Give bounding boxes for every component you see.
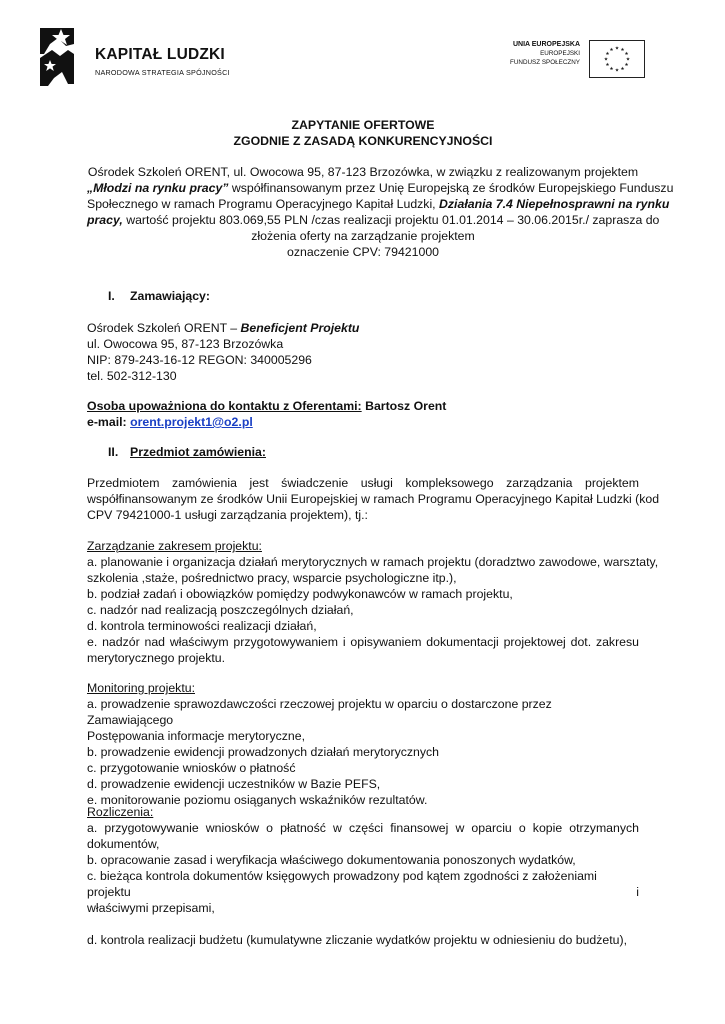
eu-flag-icon — [589, 40, 645, 78]
settlements-item-c2: właściwymi przepisami, — [87, 901, 215, 915]
p1-line2: współfinansowanym ze środków Unii Europejskiej w ramach Programu Operacyjnego Kapitał Ludzki (kod — [87, 492, 660, 506]
scope-item-a1: a. planowanie i organizacja działań merytorycznych w ramach projektu (doradztwo zawodowe, warsztaty, — [87, 555, 659, 569]
section2-paragraph — [87, 475, 660, 523]
logo-subtitle: NARODOWA STRATEGIA SPÓJNOŚCI — [95, 68, 230, 77]
settlements-item-c1: c. bieżąca kontrola dokumentów księgowych prowadzony pod kątem zgodności z założeniami projektu i — [87, 869, 639, 899]
eu-logo — [500, 40, 660, 80]
eu-star — [621, 67, 625, 70]
contact-block — [87, 398, 639, 430]
orderer-address: ul. Owocowa 95, 87-123 Brzozówka — [87, 337, 284, 351]
scope-item-b: b. podział zadań i obowiązków pomiędzy podwykonawców w ramach projektu, — [87, 587, 513, 601]
eu-star — [606, 63, 610, 66]
monitoring-item-c: c. przygotowanie wniosków o płatność — [87, 761, 296, 775]
monitoring-item-a1: a. prowadzenie sprawozdawczości rzeczowej projektu w oparciu o dostarczone przez Zamawiającego — [87, 697, 552, 727]
settlements-item-a2: dokumentów, — [87, 837, 160, 851]
scope-heading: Zarządzanie zakresem projektu: — [87, 539, 262, 553]
settlements-item-b: b. opracowanie zasad i weryfikacja właściwego dokumentowania ponoszonych wydatków, — [87, 853, 576, 867]
eu-star — [610, 67, 614, 70]
scope-list — [87, 538, 659, 666]
eu-line1: UNIA EUROPEJSKA — [512, 41, 580, 48]
eu-star — [625, 52, 629, 55]
intro-line5: złożenia oferty na zarządzanie projektem — [251, 229, 475, 243]
eu-line3: FUNDUSZ SPOŁECZNY — [510, 59, 580, 66]
star-figure-logo-icon — [38, 24, 78, 88]
email-link[interactable]: orent.projekt1@o2.pl — [130, 415, 253, 429]
title-line2: ZGODNIE Z ZASADĄ KONKURENCYJNOŚCI — [233, 134, 493, 148]
title-line1: ZAPYTANIE OFERTOWE — [291, 118, 435, 132]
intro-line1: Ośrodek Szkoleń ORENT, ul. Owocowa 95, 87-123 Brzozówka, w związku z realizowanym projektem — [87, 165, 639, 179]
eu-star — [625, 63, 629, 66]
eu-star — [615, 68, 619, 71]
eu-text — [510, 40, 580, 67]
monitoring-item-b: b. prowadzenie ewidencji prowadzonych działań merytorycznych — [87, 745, 440, 759]
intro-line4: pracy, wartość projektu 803.069,55 PLN /czas realizacji projektu 01.01.2014 – 30.06.2015r./ zaprasza do — [87, 213, 660, 227]
eu-star — [604, 57, 608, 60]
monitoring-item-e: e. monitorowanie poziomu osiąganych wskaźników rezultatów. — [87, 793, 428, 807]
blank-line — [87, 916, 639, 932]
scope-item-c: c. nadzór nad realizacją poszczególnych działań, — [87, 603, 354, 617]
orderer-nip: NIP: 879-243-16-12 REGON: 340005296 — [87, 353, 312, 367]
scope-item-a2: szkolenia ,staże, pośrednictwo pracy, wsparcie psychologiczne itp.), — [87, 571, 457, 585]
settlements-heading: Rozliczenia: — [87, 805, 154, 819]
eu-star — [615, 46, 619, 49]
document-title — [87, 117, 639, 149]
settlements-item-a1: a. przygotowywanie wniosków o płatność w części finansowej w oparciu o kopie otrzymanych — [87, 821, 639, 835]
contact-line: Osoba upoważniona do kontaktu z Oferentami: Bartosz Orent — [87, 399, 447, 413]
project-name: „Młodzi na rynku pracy” — [87, 181, 229, 195]
orderer-name: Ośrodek Szkoleń ORENT – Beneficjent Projektu — [87, 321, 360, 335]
p1-line1: Przedmiotem zamówienia jest świadczenie usługi kompleksowego zarządzania projektem — [87, 476, 639, 490]
action-name: Działania 7.4 Niepełnosprawni na rynku — [439, 197, 670, 211]
eu-star — [626, 57, 630, 60]
section1-number: I. — [108, 289, 115, 303]
eu-star — [610, 48, 614, 51]
settlements-item-d: d. kontrola realizacji budżetu (kumulatywne zliczanie wydatków projektu w odniesieniu do budżetu), — [87, 933, 627, 947]
intro-line2: „Młodzi na rynku pracy” współfinansowanym przez Unię Europejską ze środków Europejskiego Funduszu — [87, 181, 674, 195]
eu-star — [621, 48, 625, 51]
intro-line3: Społecznego w ramach Programu Operacyjnego Kapitał Ludzki, Działania 7.4 Niepełnosprawni na rynku — [87, 197, 670, 211]
eu-line2: EUROPEJSKI — [540, 50, 580, 57]
orderer-tel: tel. 502-312-130 — [87, 369, 177, 383]
email-line: e-mail: orent.projekt1@o2.pl — [87, 415, 253, 429]
kapital-ludzki-logo — [38, 24, 298, 88]
eu-star — [606, 52, 610, 55]
intro-paragraph — [87, 164, 674, 260]
monitoring-item-a2: Postępowania informacje merytoryczne, — [87, 729, 306, 743]
monitoring-list — [87, 680, 639, 808]
section1-title: Zamawiający: — [130, 289, 210, 303]
p1-line3: CPV 79421000-1 usługi zarządzania projektem), tj.: — [87, 508, 368, 522]
section2-number: II. — [108, 445, 119, 459]
scope-item-e2: merytorycznego projektu. — [87, 651, 226, 665]
section2-title: Przedmiot zamówienia: — [130, 445, 266, 459]
scope-item-e1: e. nadzór nad właściwym przygotowywaniem i opisywaniem dokumentacji projektowej dot. zakresu — [87, 635, 639, 649]
logo-title: KAPITAŁ LUDZKI — [95, 46, 225, 63]
section1-body — [87, 320, 639, 384]
intro-line6: oznaczenie CPV: 79421000 — [287, 245, 439, 259]
monitoring-item-d: d. prowadzenie ewidencji uczestników w Bazie PEFS, — [87, 777, 381, 791]
settlements-list — [87, 804, 639, 948]
monitoring-heading: Monitoring projektu: — [87, 681, 195, 695]
scope-item-d: d. kontrola terminowości realizacji działań, — [87, 619, 317, 633]
